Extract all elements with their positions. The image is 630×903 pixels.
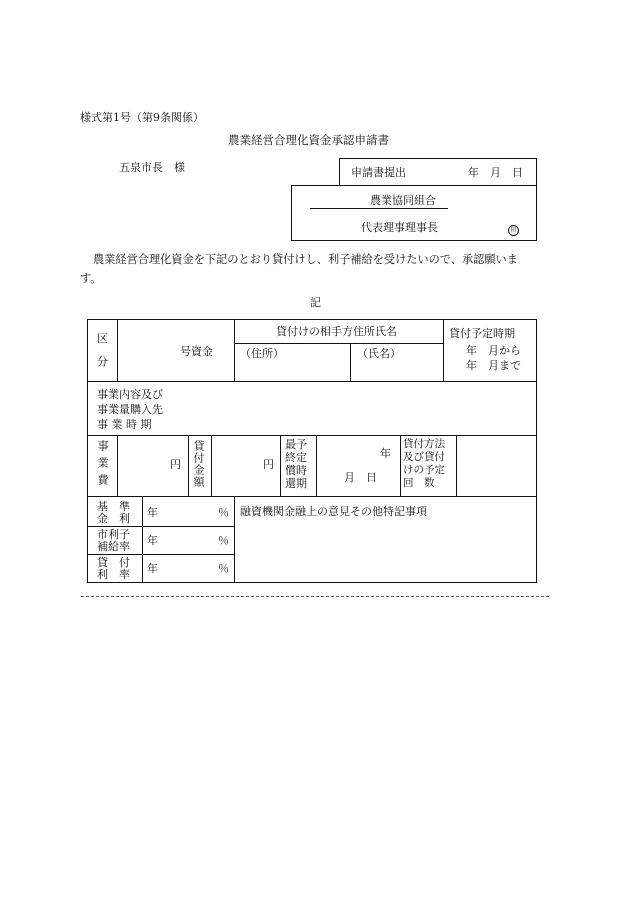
- cost-divider-3: [211, 435, 212, 496]
- schedule-from: 年 月から: [466, 344, 521, 357]
- cooperative-name: 農業協同組合: [370, 194, 436, 207]
- loan-rate-year: 年: [147, 562, 158, 575]
- form-number: 様式第1号（第9条関係）: [80, 111, 204, 124]
- rate-divider-1: [87, 526, 234, 527]
- repayment-label-3: 償時: [285, 464, 307, 477]
- submission-date-box: [339, 158, 537, 186]
- row-divider-3: [87, 496, 537, 497]
- kubun-divider: [117, 319, 118, 381]
- repayment-label-2: 終定: [285, 451, 307, 464]
- dashed-divider: [81, 596, 549, 597]
- cost-divider-5: [316, 435, 317, 496]
- fund-divider: [234, 319, 235, 381]
- rate-divider-2: [87, 554, 234, 555]
- loan-amount-yen: 円: [263, 458, 274, 471]
- loan-method-3: けの予定: [403, 464, 445, 476]
- row-divider-1: [87, 381, 537, 382]
- loan-rate-percent: ％: [218, 562, 229, 575]
- loan-method-2: 及び貸付: [403, 451, 445, 463]
- cost-divider-4: [280, 435, 281, 496]
- business-content-line-3: 事 業 時 期: [97, 418, 152, 431]
- page-title: 農業経営合理化資金承認申請書: [228, 133, 389, 147]
- loan-amount-label: 貸付金額: [192, 440, 205, 488]
- kubun-char-2: 分: [97, 355, 108, 368]
- base-rate-label-1: 基 準: [97, 500, 130, 513]
- loan-method-1: 貸付方法: [403, 438, 445, 450]
- cost-divider-1: [117, 435, 118, 496]
- repayment-label-1: 最予: [285, 438, 307, 451]
- cost-divider-6: [400, 435, 401, 496]
- kubun-char-1: 区: [97, 332, 108, 345]
- submission-date-units: 年 月 日: [468, 166, 523, 179]
- representative-title: 代表理事理事長: [361, 221, 438, 234]
- rate-divider-v1: [142, 496, 143, 583]
- repayment-label-4: 還期: [285, 477, 307, 490]
- city-subsidy-label-1: 市利子: [97, 528, 130, 541]
- base-rate-label-2: 金 利: [97, 512, 130, 525]
- city-subsidy-label-2: 補給率: [97, 540, 130, 553]
- rate-divider-v2: [234, 496, 235, 583]
- repayment-month-day: 月 日: [344, 471, 377, 484]
- schedule-header: 貸付予定時期: [449, 327, 515, 340]
- address-name-divider: [350, 343, 351, 381]
- base-rate-year: 年: [147, 506, 158, 519]
- remarks-label: 融資機関金融上の意見その他特記事項: [240, 505, 427, 518]
- seal-icon: 印: [508, 225, 519, 236]
- borrower-header-divider: [234, 343, 443, 344]
- row-divider-2: [87, 435, 537, 436]
- city-subsidy-year: 年: [147, 534, 158, 547]
- business-content-line-2: 事業量購入先: [97, 403, 163, 416]
- seal-mark: [508, 222, 519, 236]
- fund-number-label: 号資金: [180, 345, 213, 358]
- ki-heading: 記: [310, 296, 321, 309]
- body-text-line-2: す。: [80, 272, 102, 285]
- addressee: 五泉市長 様: [119, 161, 185, 174]
- schedule-to: 年 月まで: [466, 359, 521, 372]
- city-subsidy-percent: ％: [218, 534, 229, 547]
- cooperative-underline: [310, 208, 448, 209]
- submission-date-label: 申請書提出: [351, 166, 406, 179]
- loan-rate-label-2: 利 率: [97, 568, 130, 581]
- cost-divider-7: [456, 435, 457, 496]
- business-cost-label: 事業費: [96, 440, 109, 491]
- business-cost-yen: 円: [170, 458, 181, 471]
- borrower-header: 貸付けの相手方住所氏名: [276, 325, 397, 338]
- address-label: （住所）: [240, 347, 284, 360]
- name-label: （氏名）: [357, 347, 401, 360]
- applicant-box: [291, 185, 537, 241]
- loan-rate-label-1: 貸 付: [97, 556, 130, 569]
- base-rate-percent: ％: [218, 506, 229, 519]
- loan-method-4: 回 数: [403, 477, 435, 489]
- repayment-year: 年: [380, 447, 391, 460]
- cost-divider-2: [188, 435, 189, 496]
- body-text-line-1: 農業経営合理化資金を下記のとおり貸付けし、利子補給を受けたいので、承認願いま: [93, 253, 518, 266]
- business-content-line-1: 事業内容及び: [97, 388, 163, 401]
- schedule-divider: [443, 319, 444, 381]
